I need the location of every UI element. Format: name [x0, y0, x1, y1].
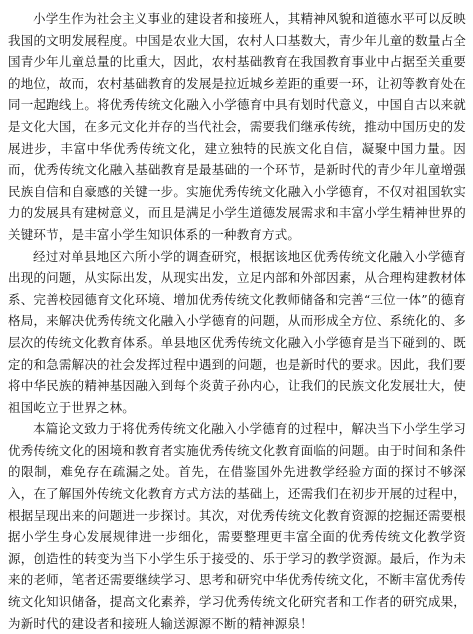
paragraph-3: 本篇论文致力于将优秀传统文化融入小学德育的过程中，解决当下小学生学习优秀传统文化的困境和教育者实施优秀传统文化教育面临的问题。由于时间和条件的限制，难免存在疏漏之处。首先，在借鉴国外先进教学经验方面的探讨不够深入，在了解国外传统文化教育方式方法的基础上，还需我们在初步开展的过程中，根据呈现出来的问题进一步探讨。其次，对优秀传统文化教育资源的挖掘还需要根据小学生身心发展规律进一步细化，需要整理更丰富全面的优秀传统文化教学资源，创造性的转变为当下小学生乐于接受的、乐于学习的教学资源。最后，作为未来的老师，笔者还需要继续学习、思考和研究中华优秀传统文化，不断丰富优秀传统文化知识储备，提高文化素养，学习优秀传统文化研究者和工作者的研究成果，为新时代的建设者和接班人输送源源不断的精神源泉！: [8, 421, 466, 631]
paragraph-2: 经过对单县地区六所小学的调查研究，根据该地区优秀传统文化融入小学德育出现的问题，从实际出发，从现实出发，立足内部和外部因素，从合理构建教材体系、完善校园德育文化环境、增加优秀传统文化教师储备和完善“三位一体”的德育格局，来解决优秀传统文化融入小学德育的问题，从而形成全方位、系统化的、多层次的传统文化教育体系。单县地区优秀传统文化融入小学德育是当下碰到的、既定的和急需解决的社会发挥过程中遇到的问题，也是新时代的要求。因此，我们要将中华民族的精神基因融入到每个炎黄子孙内心，让我们的民族文化发展壮大，使祖国屹立于世界之林。: [8, 248, 466, 415]
paragraph-1: 小学生作为社会主义事业的建设者和接班人，其精神风貌和道德水平可以反映我国的文明发展程度。中国是农业大国，农村人口基数大，青少年儿童的数量占全国青少年儿童总量的比重大，因此，农村基础教育在我国教育事业中占据至关重要的地位，故而，农村基础教育的发展是拉近城乡差距的重要一环，让初等教育处在同一起跑线上。将优秀传统文化融入小学德育中具有划时代意义，中国自古以来就是文化大国，在多元文化并存的当代社会，需要我们继承传统，推动中国历史的发展进步，丰富中华优秀传统文化，建立独特的民族文化自信，凝聚中国力量。因而，优秀传统文化融入基础教育是最基础的一个环节，是新时代的青少年儿童增强民族自信和自豪感的关键一步。实施优秀传统文化融入小学德育，不仅对祖国软实力的发展具有建树意义，而且是满足小学生道德发展需求和丰富小学生精神世界的关键环节，是丰富小学生知识体系的一种教育方式。: [8, 11, 466, 242]
